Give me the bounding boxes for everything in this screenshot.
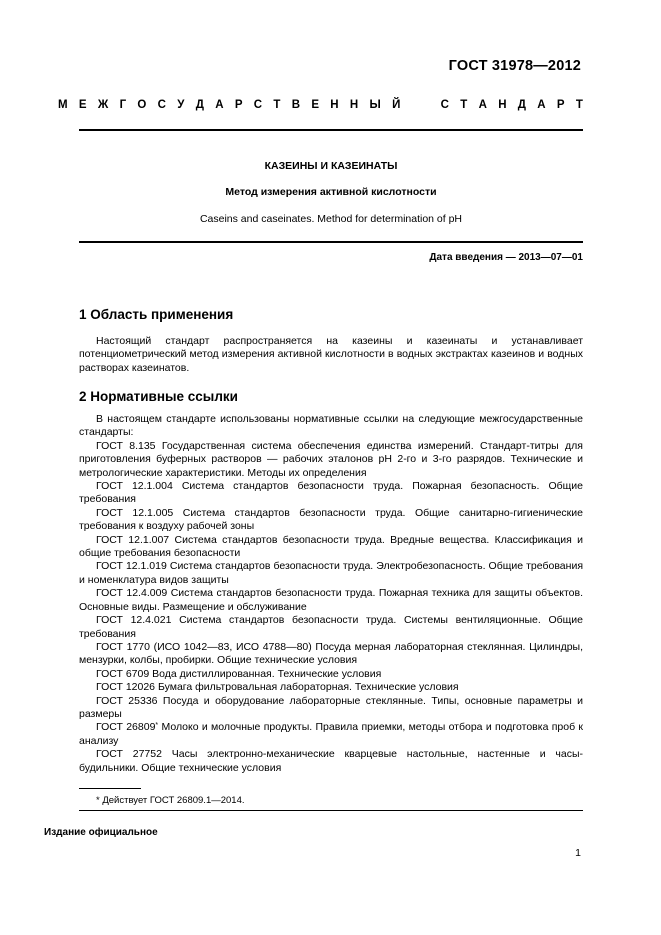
english-title: Caseins and caseinates. Method for determination of pH	[199, 213, 463, 225]
heading-letter: Р	[556, 99, 565, 111]
reference-item	[79, 695, 583, 722]
heading-letter: У	[177, 99, 185, 111]
heading-letter: Д	[195, 99, 204, 111]
reference-text: ГОСТ 1770 (ИСО 1042—83, ИСО 4788—80) Посуда мерная лабораторная стеклянная. Цилиндры, мензурки, колбы, пробирки. Общие технические условия	[79, 640, 583, 667]
section-1-body	[79, 335, 583, 375]
heading-letter: Р	[234, 99, 243, 111]
heading-letter	[426, 99, 429, 111]
heading-letter: Ж	[97, 99, 109, 111]
heading-letter: Т	[575, 99, 583, 111]
heading-letter: С	[253, 99, 263, 111]
standard-type-heading	[58, 99, 583, 111]
reference-item	[79, 507, 583, 534]
footer-rule	[79, 810, 583, 811]
reference-item	[79, 748, 583, 775]
reference-item	[79, 440, 583, 480]
reference-text: ГОСТ 8.135 Государственная система обеспечения единства измерений. Стандарт-титры для приготовления буферных растворов — рабочих эталонов pH 2-го и 3-го разрядов. Технические и метрологические характеристики. Методы их определения	[79, 439, 583, 479]
reference-item	[79, 587, 583, 614]
heading-letter: Н	[498, 99, 507, 111]
introduction-date: Дата введения — 2013—07—01	[429, 252, 583, 263]
heading-letter: Г	[119, 99, 127, 111]
heading-letter: А	[215, 99, 224, 111]
heading-letter: В	[291, 99, 301, 111]
reference-text: ГОСТ 12.4.009 Система стандартов безопасности труда. Пожарная техника для защиты объектов. Основные виды. Размещение и обслуживание	[79, 587, 583, 613]
section-2-heading: 2 Нормативные ссылки	[79, 389, 238, 404]
reference-item	[79, 480, 583, 507]
heading-letter: А	[537, 99, 546, 111]
heading-letter: Е	[78, 99, 87, 111]
heading-letter: Й	[392, 99, 401, 111]
paragraph	[79, 413, 583, 440]
reference-item	[79, 534, 583, 561]
reference-text: ГОСТ 12.1.005 Система стандартов безопасности труда. Общие санитарно-гигиенические требования к воздуху рабочей зоны	[79, 506, 583, 533]
reference-text: ГОСТ 12.1.004 Система стандартов безопасности труда. Пожарная безопасность. Общие требования	[79, 480, 583, 506]
heading-letter: Т	[273, 99, 281, 111]
reference-text: ГОСТ 12.1.019 Система стандартов безопасности труда. Электробезопасность. Общие требования и номенклатура видов защиты	[79, 560, 583, 586]
reference-text: ГОСТ 12.1.007 Система стандартов безопасности труда. Вредные вещества. Классификация и общие требования безопасности	[79, 533, 583, 560]
gost-code: ГОСТ 31978—2012	[448, 58, 581, 74]
reference-text: Молоко и молочные продукты. Правила приемки, методы отбора и подготовка проб к анализу	[79, 721, 583, 747]
paragraph	[79, 335, 583, 375]
heading-letter: Н	[330, 99, 339, 111]
reference-item	[79, 641, 583, 668]
heading-letter	[412, 99, 415, 111]
heading-letter: С	[440, 99, 449, 111]
header-rule	[79, 129, 583, 131]
reference-item	[79, 614, 583, 641]
reference-text: ГОСТ 12.4.021 Система стандартов безопасности труда. Системы вентиляционные. Общие требования	[79, 614, 583, 640]
section-1-heading: 1 Область применения	[79, 307, 234, 322]
reference-text: ГОСТ 27752 Часы электронно-механические кварцевые настольные, настенные и часы-будильники. Общие технические условия	[79, 748, 583, 774]
heading-letter: Т	[460, 99, 468, 111]
edition-label: Издание официальное	[44, 827, 158, 838]
heading-letter: С	[157, 99, 166, 111]
document-title: КАЗЕИНЫ И КАЗЕИНАТЫ	[264, 160, 398, 172]
page-number: 1	[575, 847, 581, 859]
footnote-mark[interactable]: *	[155, 722, 159, 730]
reference-item	[79, 681, 583, 694]
reference-code: ГОСТ 26809	[96, 721, 156, 734]
reference-text: ГОСТ 12026 Бумага фильтровальная лабораторная. Технические условия	[96, 681, 459, 694]
reference-text: ГОСТ 6709 Вода дистиллированная. Технические условия	[96, 667, 382, 680]
heading-letter: Е	[311, 99, 319, 111]
heading-letter: А	[478, 99, 487, 111]
heading-letter: Н	[349, 99, 359, 111]
heading-letter: Ы	[369, 99, 381, 111]
section-2-body	[79, 413, 583, 775]
reference-item	[79, 721, 583, 748]
footnote: * Действует ГОСТ 26809.1—2014.	[96, 795, 245, 806]
document-subtitle: Метод измерения активной кислотности	[225, 186, 437, 198]
paragraph-text: В настоящем стандарте использованы нормативные ссылки на следующие межгосударственные стандарты:	[79, 413, 583, 439]
footnote-separator	[79, 788, 141, 789]
heading-letter: О	[137, 99, 147, 111]
title-rule	[79, 241, 583, 243]
heading-letter: Д	[517, 99, 526, 111]
heading-letter: М	[58, 99, 68, 111]
reference-item	[79, 560, 583, 587]
reference-item	[79, 668, 583, 681]
reference-text: ГОСТ 25336 Посуда и оборудование лабораторные стеклянные. Типы, основные параметры и размеры	[79, 694, 583, 720]
paragraph-text: Настоящий стандарт распространяется на казеины и казеинаты и устанавливает потенциометрический метод измерения активной кислотности в водных экстрактах казеинов и водных растворах казеинатов.	[79, 335, 583, 374]
